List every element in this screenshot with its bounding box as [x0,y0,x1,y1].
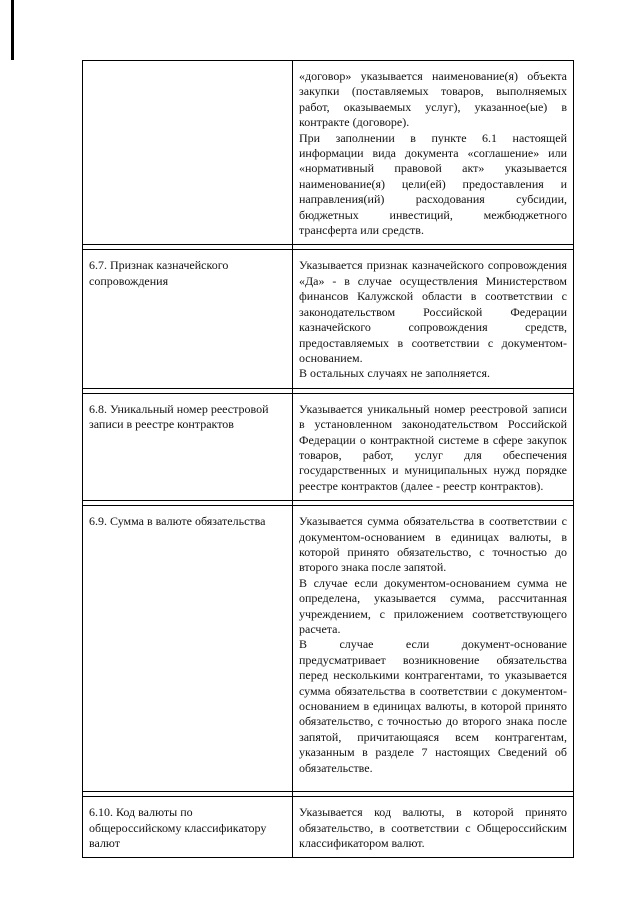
description-paragraph: В остальных случаях не заполняется. [299,366,491,381]
field-description [293,506,574,792]
description-paragraph: Указывается признак казначейского сопровождения «Да» - в случае осуществления Министерством финансов Калужской области в соответствии с законодательством Российской Федерации казначейского сопровождения средств, предоставляемых в соответствии с документом-основанием. [299,258,567,365]
description-paragraph: В случае если документ-основание предусматривает возникновение обязательства перед несколькими контрагентами, то указывается сумма обязательства в соответствии с документом-основанием в единицах валюты, в которой принято обязательство, с точностью до второго знака после запятой, причитающаяся всем контрагентам, указанным в разделе 7 настоящих Сведений об обязательстве. [299,637,567,775]
field-label: 6.10. Код валюты по общероссийскому классификатору валют [83,797,293,858]
table-row [83,506,574,792]
field-label: 6.8. Уникальный номер реестровой записи в реестре контрактов [83,393,293,500]
description-paragraph: Указывается сумма обязательства в соответствии с документом-основанием в единицах валюты, в которой принято обязательство, с точностью до второго знака после запятой. [299,514,567,575]
page-edge-mark [11,0,14,60]
field-description [293,797,574,858]
field-description [293,250,574,388]
field-label: 6.9. Сумма в валюте обязательства [83,506,293,792]
table-row [83,393,574,500]
description-paragraph: Указывается код валюты, в которой принято обязательство, в соответствии с Общероссийским классификатором валют. [299,805,567,850]
description-paragraph: При заполнении в пункте 6.1 настоящей информации вида документа «соглашение» или «нормативный правовой акт» указывается наименование(я) цели(ей) предоставления и направления(ий) расходования субсидии, бюджетных инвестиций, межбюджетного трансферта или средств. [299,130,567,238]
field-label [83,61,293,245]
description-paragraph: В случае если документом-основанием сумма не определена, указывается сумма, рассчитанная учреждением, с приложением соответствующего расчета. [299,575,567,636]
description-paragraph: Указывается уникальный номер реестровой записи в установленном законодательством Российской Федерации о контрактной системе в сфере закупок товаров, работ, услуг для обеспечения государственных и муниципальных нужд порядке реестре контрактов (далее - реестр контрактов). [299,401,567,493]
description-paragraph: «договор» указывается наименование(я) объекта закупки (поставляемых товаров, выполняемых работ, оказываемых услуг), указанное(ые) в контракте (договоре). [299,69,567,130]
table-row [83,250,574,388]
table-row [83,61,574,245]
field-label: 6.7. Признак казначейского сопровождения [83,250,293,388]
field-description [293,393,574,500]
instructions-table [82,60,574,858]
table-row [83,797,574,858]
field-description [293,61,574,245]
